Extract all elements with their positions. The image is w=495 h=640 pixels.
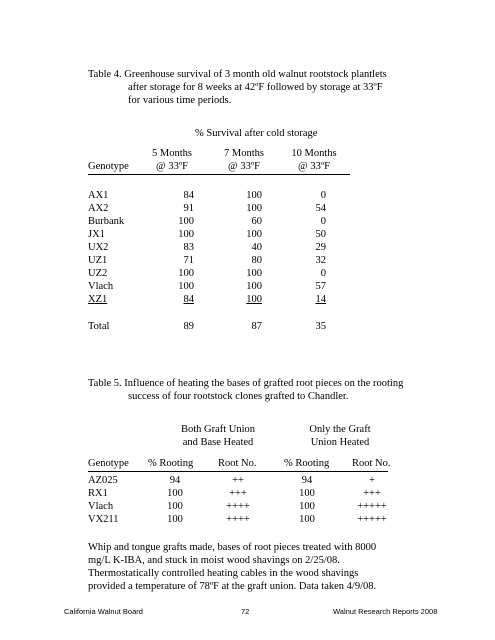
table4-caption — [88, 68, 387, 107]
table-row: UZ1 71 80 32 — [88, 255, 326, 266]
table-row: JX1 100 100 50 — [88, 229, 326, 240]
table5-col-rootno2: Root No. — [352, 458, 391, 469]
table-row: XZ1 84 100 14 — [88, 294, 326, 305]
table5-note: Whip and tongue grafts made, bases of root pieces treated with 8000 mg/L K-IBA, and stuck in moist wood shavings on 2/25/08. Thermostatically controlled heating cables in the wood shavings provided a temperature of 78ºF at the graft union. Data taken 4/9/08. — [88, 542, 377, 592]
table-row: RX1 100 +++ 100 +++ — [88, 488, 381, 499]
table4-col-10months: 10 Months — [291, 148, 337, 159]
table4-col-7months: 7 Months — [224, 148, 264, 159]
table5-header-rule — [88, 471, 388, 472]
table-row: UZ2 100 100 0 — [88, 268, 326, 279]
table5-col-rootno1: Root No. — [218, 458, 257, 469]
table5-caption-line2: success of four rootstock clones grafted to Chandler. — [128, 391, 349, 402]
table5-caption — [88, 377, 403, 403]
table5-caption-line1: Table 5. Influence of heating the bases of grafted root pieces on the rooting — [88, 378, 404, 389]
table4-caption-line3: for various time periods. — [128, 95, 232, 106]
table5-col-rooting1: % Rooting — [148, 458, 194, 469]
table4-genotype-header: Genotype — [88, 161, 129, 172]
table4-caption-line2: after storage for 8 weeks at 42ºF followed by storage at 33ºF — [128, 82, 383, 93]
table-row: UX2 83 40 29 — [88, 242, 326, 253]
footer-page-number: 72 — [241, 607, 250, 616]
table4-total-row: Total 89 87 35 — [88, 321, 326, 332]
footer-left: California Walnut Board — [64, 607, 143, 616]
table5-group2-header: Only the Graft Union Heated — [309, 424, 371, 448]
table5-col-genotype: Genotype — [88, 458, 129, 469]
table-row: Vlach 100 100 57 — [88, 281, 326, 292]
table5-col-rooting2: % Rooting — [284, 458, 330, 469]
table-row: AX2 91 100 54 — [88, 203, 326, 214]
table4-col-10months-temp: @ 33ºF — [298, 161, 330, 172]
table-row: VX211 100 ++++ 100 +++++ — [88, 514, 387, 525]
table4-header-rule — [88, 174, 350, 175]
table4-caption-line1: Table 4. Greenhouse survival of 3 month old walnut rootstock plantlets — [88, 69, 387, 80]
table-row: Burbank 100 60 0 — [88, 216, 326, 227]
table4-col-5months-temp: @ 33ºF — [156, 161, 188, 172]
table-row: Vlach 100 ++++ 100 +++++ — [88, 501, 387, 512]
table4-col-7months-temp: @ 33ºF — [228, 161, 260, 172]
table-row: AX1 84 100 0 — [88, 190, 326, 201]
table4-group-header: % Survival after cold storage — [195, 128, 318, 139]
table5-group1-header: Both Graft Union and Base Heated — [180, 424, 256, 448]
table-row: AZ025 94 ++ 94 + — [88, 475, 375, 486]
table4-col-5months: 5 Months — [152, 148, 192, 159]
footer-right: Walnut Research Reports 2008 — [333, 607, 438, 616]
